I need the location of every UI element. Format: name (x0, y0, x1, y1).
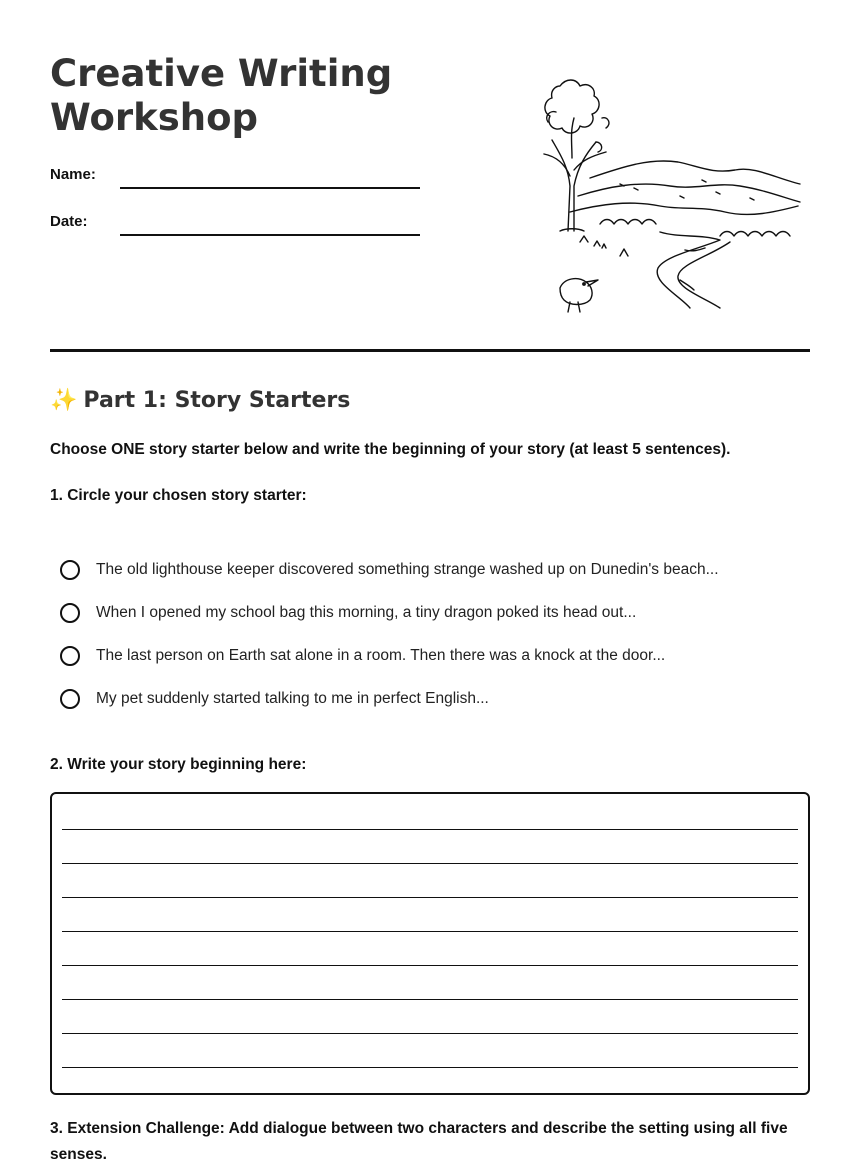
title-line-2: Workshop (50, 96, 259, 139)
header-divider (50, 349, 810, 352)
name-line[interactable] (120, 187, 420, 189)
part1-instructions: Choose ONE story starter below and write the beginning of your story (at least 5 sentences). (50, 441, 731, 458)
part1-heading-text: Part 1: Story Starters (83, 388, 351, 413)
radio-circle[interactable] (60, 560, 80, 580)
river (657, 232, 730, 308)
story-starter-text: My pet suddenly started talking to me in perfect English... (96, 689, 489, 707)
radio-circle[interactable] (60, 603, 80, 623)
writing-line (62, 1067, 798, 1068)
date-label: Date: (50, 213, 88, 230)
writing-line (62, 829, 798, 830)
sparkles-icon: ✨ (50, 388, 78, 413)
story-starter-text: The old lighthouse keeper discovered something strange washed up on Dunedin's beach... (96, 560, 719, 578)
question-3-extension: 3. Extension Challenge: Add dialogue between two characters and describe the setting using all five senses. (50, 1120, 788, 1163)
writing-line (62, 897, 798, 898)
story-starter-option[interactable] (60, 677, 719, 720)
writing-line (62, 931, 798, 932)
tree (544, 80, 609, 231)
title-line-1: Creative Writing (50, 52, 393, 95)
story-writing-area[interactable] (50, 792, 810, 1095)
story-starter-option[interactable] (60, 548, 719, 591)
story-starter-text: When I opened my school bag this morning, a tiny dragon poked its head out... (96, 603, 637, 621)
question-2: 2. Write your story beginning here: (50, 756, 307, 773)
radio-circle[interactable] (60, 646, 80, 666)
story-starter-option[interactable] (60, 591, 719, 634)
bird (560, 279, 598, 312)
writing-line (62, 965, 798, 966)
question-1: 1. Circle your chosen story starter: (50, 487, 307, 504)
date-line[interactable] (120, 234, 420, 236)
writing-line (62, 999, 798, 1000)
part1-heading (50, 388, 350, 413)
story-starter-list (60, 548, 719, 720)
story-starter-text: The last person on Earth sat alone in a room. Then there was a knock at the door... (96, 646, 666, 664)
writing-line (62, 863, 798, 864)
landscape-illustration (530, 66, 810, 322)
radio-circle[interactable] (60, 689, 80, 709)
story-starter-option[interactable] (60, 634, 719, 677)
writing-line (62, 1033, 798, 1034)
page-title (50, 52, 470, 140)
name-label: Name: (50, 166, 96, 183)
hills (570, 161, 800, 215)
